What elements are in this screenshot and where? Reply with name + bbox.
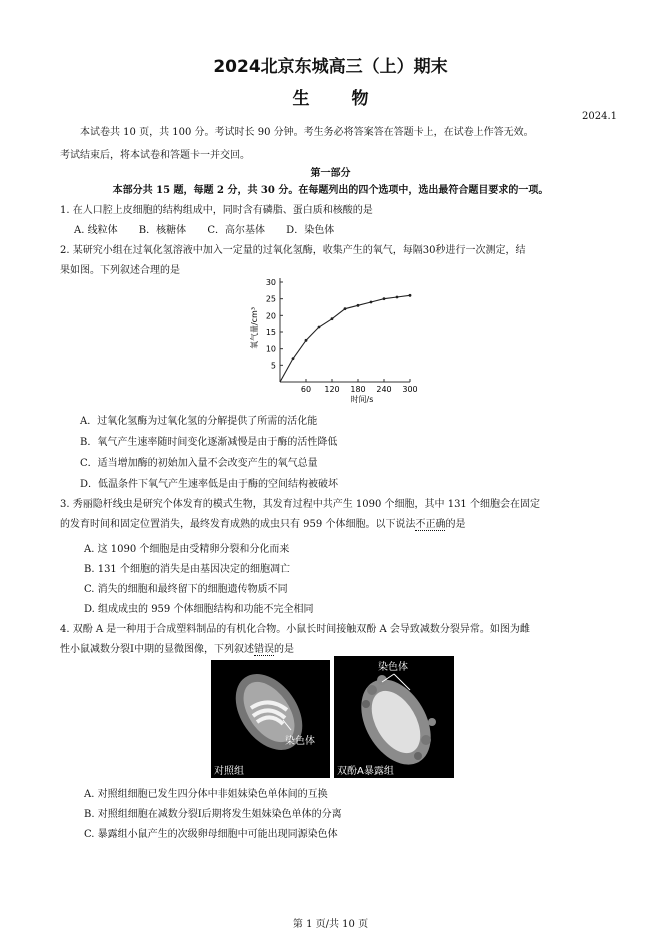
chart-data-point <box>344 307 347 310</box>
chart-data-point <box>409 294 412 297</box>
q1-option-d: D．染色体 <box>286 225 335 236</box>
chart-x-tick-label: 240 <box>376 385 392 394</box>
q2-option-c: C．适当增加酶的初始加入量不会改变产生的氧气总量 <box>80 458 318 469</box>
q1-option-c: C．高尔基体 <box>207 225 265 236</box>
q3-stem-part-a: 的发育时间和固定位置消失，最终发育成熟的成虫只有 959 个体细胞。以下说法 <box>60 519 416 530</box>
page-title: 2024北京东城高三（上）期末 <box>213 57 448 77</box>
chart-x-tick-label: 180 <box>350 385 366 394</box>
q4-stem-line-2 <box>60 640 294 655</box>
q2-option-b: B．氧气产生速率随时间变化逐渐减慢是由于酶的活性降低 <box>80 437 338 448</box>
exposure-chromosome-label: 染色体 <box>378 662 408 673</box>
q4-option-c: C. 暴露组小鼠产生的次级卵母细胞中可能出现同源染色体 <box>84 829 338 840</box>
chart-data-point <box>305 339 308 342</box>
q1-option-b: B．核糖体 <box>138 225 187 236</box>
q3-stem-line-1: 3. 秀丽隐杆线虫是研究个体发育的模式生物，其发育过程中共产生 1090 个细胞，其中 131 个细胞会在固定 <box>60 499 540 510</box>
q2-stem-line-1: 2. 某研究小组在过氧化氢溶液中加入一定量的过氧化氢酶，收集产生的氧气，每隔30秒进行一次测定，结 <box>60 245 526 256</box>
q1-stem: 1. 在人口腔上皮细胞的结构组成中，同时含有磷脂、蛋白质和核酸的是 <box>60 205 373 216</box>
q3-stem-line-2 <box>60 515 465 530</box>
exposure-group-image <box>334 656 454 778</box>
chart-y-tick-label: 20 <box>265 311 276 321</box>
chart-data-point <box>318 326 321 329</box>
q3-stem-part-c: 的是 <box>445 519 466 530</box>
q3-emphasis: 不正确 <box>415 519 446 530</box>
control-group-image <box>211 660 330 778</box>
chart-ylabel: 氧气量/cm³ <box>250 306 259 350</box>
subject-title: 生 物 <box>292 89 387 109</box>
q4-stem-part-a: 性小鼠减数分裂Ⅰ中期的显微图像，下列叙述 <box>60 644 254 655</box>
control-group-caption: 对照组 <box>214 766 244 777</box>
exposure-group-caption: 双酚A暴露组 <box>337 766 394 777</box>
q2-option-d: D．低温条件下氧气产生速率低是由于酶的空间结构被破坏 <box>80 479 339 490</box>
chart-x-tick-label: 120 <box>324 385 340 394</box>
q4-stem-part-c: 的是 <box>273 644 294 655</box>
chart-data-point <box>357 304 360 307</box>
q3-option-c: C. 消失的细胞和最终留下的细胞遗传物质不同 <box>84 584 288 595</box>
q4-option-b: B. 对照组细胞在减数分裂Ⅰ后期将发生姐妹染色单体的分离 <box>84 809 342 820</box>
chart-y-tick-label: 5 <box>270 361 276 371</box>
q2-stem-line-2: 果如图。下列叙述合理的是 <box>60 265 180 276</box>
q1-option-a: A. 线粒体 <box>74 225 118 236</box>
chart-y-tick-label: 15 <box>265 328 276 337</box>
intro-line-1: 本试卷共 10 页，共 100 分。考试时长 90 分钟。考生务必将答案答在答题卡上，在试卷上作答无效。 <box>80 127 534 138</box>
q4-stem-line-1: 4. 双酚 A 是一种用于合成塑料制品的有机化合物。小鼠长时间接触双酚 A 会导致减数分裂异常。如图为雌 <box>60 624 530 635</box>
intro-line-2: 考试结束后，将本试卷和答题卡一并交回。 <box>60 150 250 161</box>
q1-options <box>74 221 352 236</box>
q4-option-a: A. 对照组细胞已发生四分体中非姐妹染色单体间的互换 <box>84 789 328 800</box>
q4-emphasis: 错误 <box>253 644 274 655</box>
exposure-cell-graphic <box>334 656 454 778</box>
control-chromosome-label: 染色体 <box>285 736 315 747</box>
page-footer: 第 1 页/共 10 页 <box>292 919 369 930</box>
chart-data-point <box>370 301 373 304</box>
chart-data-point <box>383 297 386 300</box>
chart-data-point <box>396 296 399 299</box>
chart-series <box>280 294 411 382</box>
chart-y-tick-label: 30 <box>265 278 276 287</box>
q3-option-d: D. 组成成虫的 959 个体细胞结构和功能不完全相同 <box>84 604 314 615</box>
control-cell-graphic <box>211 660 330 778</box>
chart-axes <box>280 278 410 382</box>
q3-option-a: A. 这 1090 个细胞是由受精卵分裂和分化而来 <box>84 544 290 555</box>
part1-instruction: 本部分共 15 题，每题 2 分，共 30 分。在每题列出的四个选项中，选出最符合题目要求的一项。 <box>112 185 549 196</box>
q3-option-b: B. 131 个细胞的消失是由基因决定的细胞凋亡 <box>84 564 290 575</box>
chart-y-tick-label: 10 <box>265 344 276 354</box>
chart-xlabel: 时间/s <box>350 395 374 404</box>
exam-date: 2024.1 <box>582 111 617 122</box>
chart-x-tick-label: 60 <box>300 385 312 394</box>
part1-title: 第一部分 <box>310 168 351 179</box>
chart-data-point <box>292 357 295 360</box>
chart-ticks <box>266 278 418 394</box>
chart-x-tick-label: 300 <box>402 385 418 394</box>
oxygen-chart <box>242 270 422 406</box>
q2-option-a: A．过氧化氢酶为过氧化氢的分解提供了所需的活化能 <box>80 416 318 427</box>
chart-data-point <box>331 317 334 320</box>
chart-y-tick-label: 25 <box>265 294 276 304</box>
